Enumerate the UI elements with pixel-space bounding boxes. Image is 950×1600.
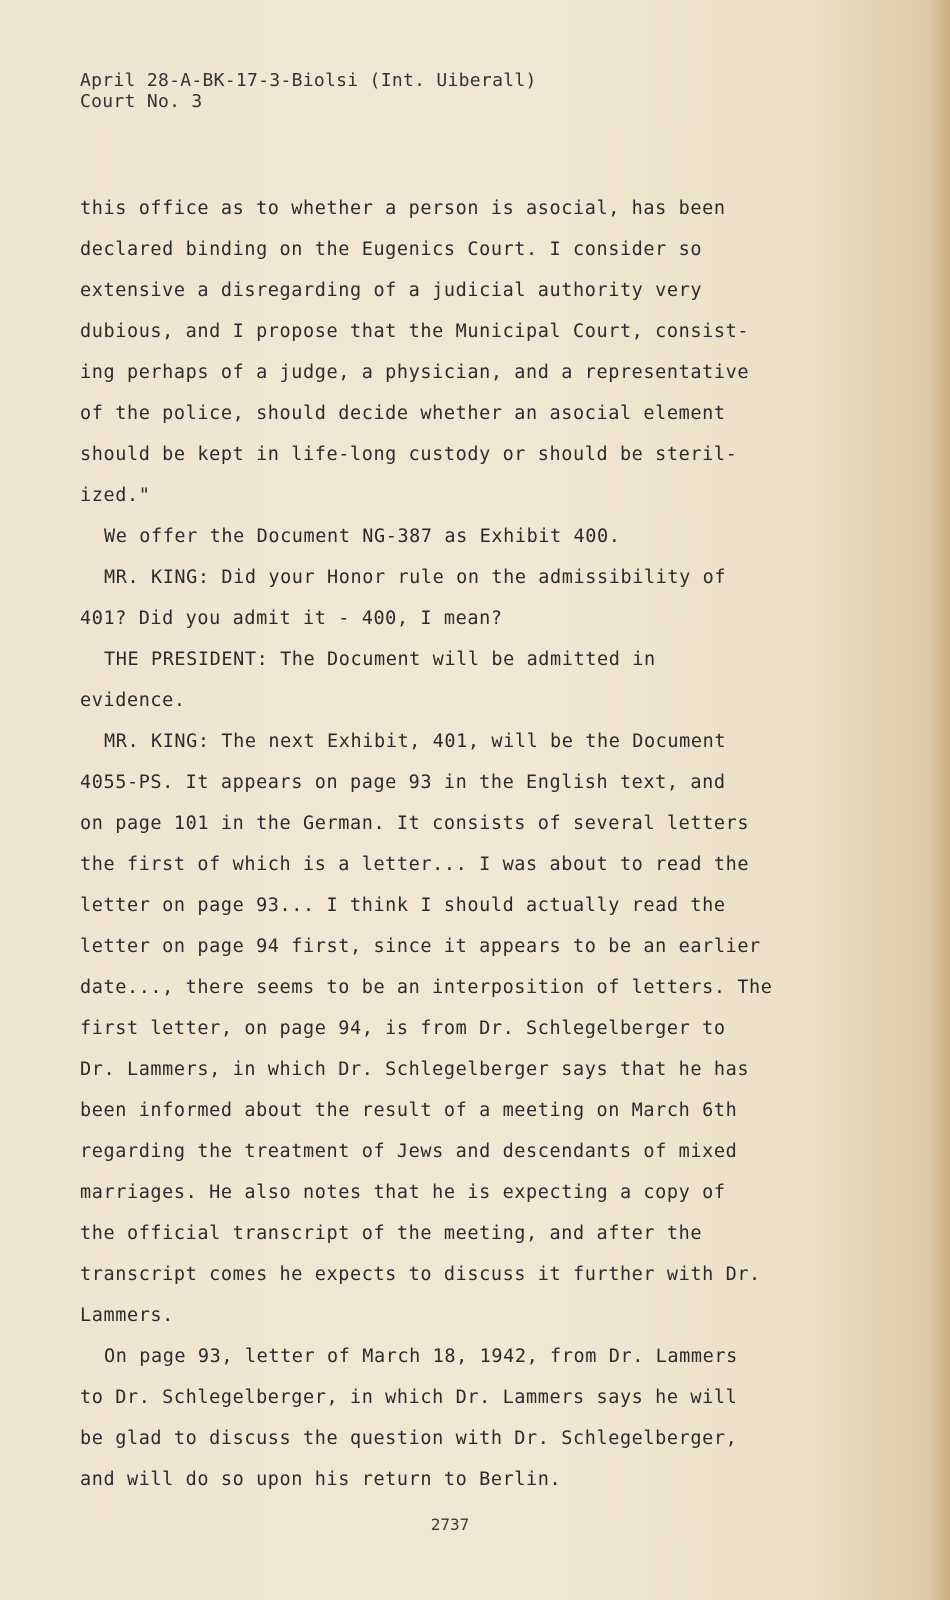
text-line: been informed about the result of a meeting on March 6th (80, 1100, 738, 1121)
text-line: On page 93, letter of March 18, 1942, from Dr. Lammers (104, 1346, 738, 1367)
text-line: to Dr. Schlegelberger, in which Dr. Lammers says he will (80, 1387, 738, 1408)
header-case-line: April 28-A-BK-17-3-Biolsi (Int. Uiberall) (80, 70, 537, 91)
text-line: Dr. Lammers, in which Dr. Schlegelberger says that he has (80, 1059, 750, 1080)
page-edge-shadow (928, 0, 950, 1600)
text-line: the first of which is a letter... I was about to read the (80, 854, 750, 875)
text-line: first letter, on page 94, is from Dr. Schlegelberger to (80, 1018, 726, 1039)
header-court-line: Court No. 3 (80, 91, 203, 112)
text-line: 401? Did you admit it - 400, I mean? (80, 608, 503, 629)
text-line: marriages. He also notes that he is expecting a copy of (80, 1182, 726, 1203)
text-line: evidence. (80, 690, 186, 711)
text-line: ing perhaps of a judge, a physician, and a representative (80, 362, 750, 383)
text-line: THE PRESIDENT: The Document will be admitted in (104, 649, 656, 670)
text-line: declared binding on the Eugenics Court. I consider so (80, 239, 703, 260)
text-line: should be kept in life-long custody or should be steril- (80, 444, 738, 465)
text-line: be glad to discuss the question with Dr. Schlegelberger, (80, 1428, 738, 1449)
text-line: this office as to whether a person is asocial, has been (80, 198, 726, 219)
text-line: and will do so upon his return to Berlin. (80, 1469, 562, 1490)
text-line: 4055-PS. It appears on page 93 in the English text, and (80, 772, 726, 793)
text-line: regarding the treatment of Jews and descendants of mixed (80, 1141, 738, 1162)
text-line: dubious, and I propose that the Municipal Court, consist- (80, 321, 750, 342)
text-line: We offer the Document NG-387 as Exhibit 400. (104, 526, 621, 547)
text-line: MR. KING: The next Exhibit, 401, will be the Document (104, 731, 727, 752)
text-line: letter on page 94 first, since it appears to be an earlier (80, 936, 761, 957)
text-line: transcript comes he expects to discuss it further with Dr. (80, 1264, 761, 1285)
document-header (80, 70, 537, 112)
text-line: of the police, should decide whether an asocial element (80, 403, 726, 424)
text-line: extensive a disregarding of a judicial authority very (80, 280, 703, 301)
text-line: Lammers. (80, 1305, 174, 1326)
text-line: the official transcript of the meeting, and after the (80, 1223, 703, 1244)
transcript-body (80, 188, 810, 1500)
text-line: MR. KING: Did your Honor rule on the admissibility of (104, 567, 727, 588)
text-line: letter on page 93... I think I should actually read the (80, 895, 726, 916)
text-line: ized." (80, 485, 151, 506)
text-line: date..., there seems to be an interposition of letters. The (80, 977, 773, 998)
text-line: on page 101 in the German. It consists of several letters (80, 813, 750, 834)
page-number: 2737 (430, 1515, 470, 1534)
